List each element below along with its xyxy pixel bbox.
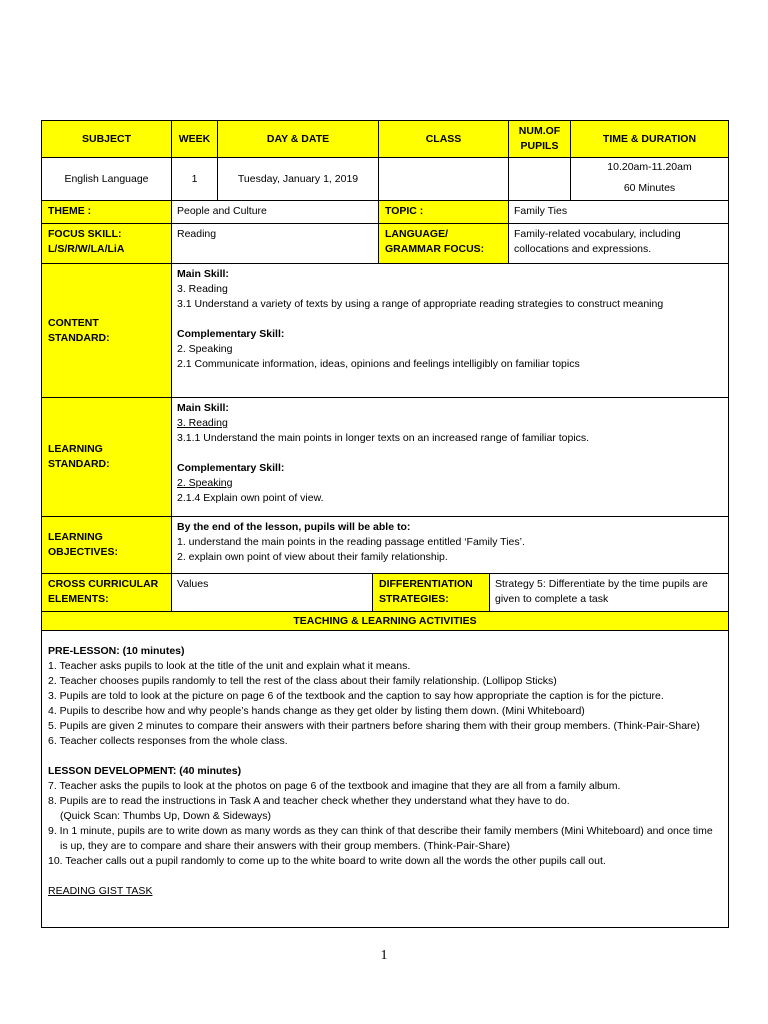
focus-skill-value [171, 223, 378, 263]
cross-curricular-value [171, 573, 372, 611]
content-main-1: 3. Reading [177, 283, 228, 295]
header-num-pupils-label: NUM.OF PUPILS [518, 125, 561, 152]
grammar-focus-label-1: LANGUAGE/ [385, 228, 448, 240]
activities-header-text: TEACHING & LEARNING ACTIVITIES [293, 614, 477, 627]
objectives-label-2: OBJECTIVES: [48, 546, 119, 558]
cross-curricular-label-2: ELEMENTS: [48, 593, 109, 605]
content-main-2: 3.1 Understand a variety of texts by using a range of appropriate reading strategies to construct meaning [177, 298, 664, 310]
learning-main-skill-heading: Main Skill: [177, 402, 229, 414]
header-week-label: WEEK [178, 132, 211, 145]
theme-label [41, 200, 171, 223]
subject-value-text: English Language [64, 172, 149, 185]
cross-curricular-label-1: CROSS CURRICULAR [48, 578, 159, 590]
reading-gist-task: READING GIST TASK [48, 885, 153, 897]
header-time-duration-label: TIME & DURATION [602, 132, 697, 145]
focus-skill-label-1: FOCUS SKILL: [48, 228, 122, 240]
content-standard-label-1: CONTENT [48, 316, 99, 329]
focus-skill-label [41, 223, 171, 263]
activities-body [41, 630, 728, 927]
pre-lesson-title: PRE-LESSON: (10 minutes) [48, 645, 185, 657]
learning-standard-label-2: STANDARD: [48, 458, 110, 470]
pre-step-1: 1. Teacher asks pupils to look at the title of the unit and explain what it means. [48, 660, 411, 672]
focus-skill-value-text: Reading [177, 228, 217, 240]
grammar-focus-value [508, 223, 728, 263]
duration-value: 60 Minutes [623, 182, 676, 194]
week-value-text: 1 [191, 172, 198, 185]
cross-curricular-value-text: Values [177, 578, 209, 590]
objectives-label [41, 516, 171, 573]
header-num-pupils [508, 120, 570, 157]
date-value-text: Tuesday, January 1, 2019 [237, 172, 359, 185]
topic-value [508, 200, 728, 223]
differentiation-label-2: STRATEGIES: [379, 593, 449, 605]
topic-value-text: Family Ties [514, 205, 568, 217]
objective-2: 2. explain own point of view about their family relationship. [177, 551, 448, 563]
lesson-development-title: LESSON DEVELOPMENT: (40 minutes) [48, 765, 242, 777]
time-duration-value [570, 157, 728, 200]
learning-comp-2: 2.1.4 Explain own point of view. [177, 492, 324, 504]
differentiation-value-text: Strategy 5: Differentiate by the time pupils are given to complete a task [495, 578, 708, 605]
learning-standard-label-1: LEARNING [48, 443, 103, 455]
content-standard-label-2: STANDARD: [48, 331, 110, 344]
header-subject-label: SUBJECT [81, 132, 131, 145]
learning-comp-1: 2. Speaking [177, 477, 233, 489]
date-value [217, 157, 378, 200]
differentiation-label-1: DIFFERENTIATION [379, 578, 473, 590]
theme-value-text: People and Culture [177, 205, 267, 217]
content-standard-label [41, 263, 171, 397]
objectives-label-1: LEARNING [48, 531, 103, 543]
topic-label [378, 200, 508, 223]
header-week [171, 120, 217, 157]
page-number: 1 [380, 948, 388, 963]
learning-standard-label [41, 397, 171, 516]
focus-skill-label-2: L/S/R/W/LA/LiA [48, 243, 125, 255]
header-class [378, 120, 508, 157]
learning-main-1: 3. Reading [177, 417, 228, 429]
header-class-label: CLASS [425, 132, 462, 145]
differentiation-value [489, 573, 728, 611]
pre-step-4: 4. Pupils to describe how and why people’s hands change as they get older by listing them down. (Mini Whiteboard) [48, 705, 585, 717]
objective-1: 1. understand the main points in the reading passage entitled ‘Family Ties’. [177, 536, 525, 548]
differentiation-label [372, 573, 489, 611]
content-standard-body [171, 263, 728, 397]
header-subject [41, 120, 171, 157]
grammar-focus-label [378, 223, 508, 263]
pre-step-3: 3. Pupils are told to look at the picture on page 6 of the textbook and the caption to say how appropriate the caption is for the picture. [48, 690, 664, 702]
grammar-focus-label-2: GRAMMAR FOCUS: [385, 243, 485, 255]
learning-standard-body [171, 397, 728, 516]
objectives-body [171, 516, 728, 573]
activities-header [41, 611, 728, 630]
cross-curricular-label [41, 573, 171, 611]
pre-step-2: 2. Teacher chooses pupils randomly to tell the rest of the class about their family relationship. (Lollipop Sticks) [48, 675, 557, 687]
topic-label-text: TOPIC : [385, 205, 424, 217]
dev-step-7: 7. Teacher asks the pupils to look at the photos on page 6 of the textbook and imagine that they are all from a family album. [48, 780, 621, 792]
header-time-duration [570, 120, 728, 157]
pre-step-5: 5. Pupils are given 2 minutes to compare their answers with their partners before sharing them with their group members. (Think-Pair-Share) [48, 720, 700, 732]
grammar-focus-value-text: Family-related vocabulary, including collocations and expressions. [514, 228, 681, 255]
theme-value [171, 200, 378, 223]
theme-label-text: THEME : [48, 205, 92, 217]
time-value: 10.20am-11.20am [607, 161, 692, 173]
content-comp-skill-heading: Complementary Skill: [177, 328, 285, 340]
content-comp-2: 2.1 Communicate information, ideas, opinions and feelings intelligibly on familiar topics [177, 358, 580, 370]
dev-step-8: 8. Pupils are to read the instructions in Task A and teacher check whether they understand what they have to do. [48, 795, 570, 807]
learning-main-2: 3.1.1 Understand the main points in longer texts on an increased range of familiar topics. [177, 432, 590, 444]
dev-step-9: 9. In 1 minute, pupils are to write down as many words as they can think of that describe their family members (Mini Whiteboard) and once time is up, they are to compare and share their answers with their group members. (Think-Pair-Share) [48, 825, 713, 852]
subject-value [41, 157, 171, 200]
dev-step-10: 10. Teacher calls out a pupil randomly to come up to the white board to write down all the words the other pupils call out. [48, 855, 606, 867]
num-pupils-value [508, 157, 570, 200]
content-main-skill-heading: Main Skill: [177, 268, 229, 280]
header-day-date [217, 120, 378, 157]
week-value [171, 157, 217, 200]
objectives-intro: By the end of the lesson, pupils will be able to: [177, 521, 411, 533]
class-value [378, 157, 508, 200]
dev-step-8-note: (Quick Scan: Thumbs Up, Down & Sideways) [60, 810, 272, 822]
pre-step-6: 6. Teacher collects responses from the whole class. [48, 735, 288, 747]
content-comp-1: 2. Speaking [177, 343, 233, 355]
learning-comp-skill-heading: Complementary Skill: [177, 462, 285, 474]
header-day-date-label: DAY & DATE [266, 132, 330, 145]
